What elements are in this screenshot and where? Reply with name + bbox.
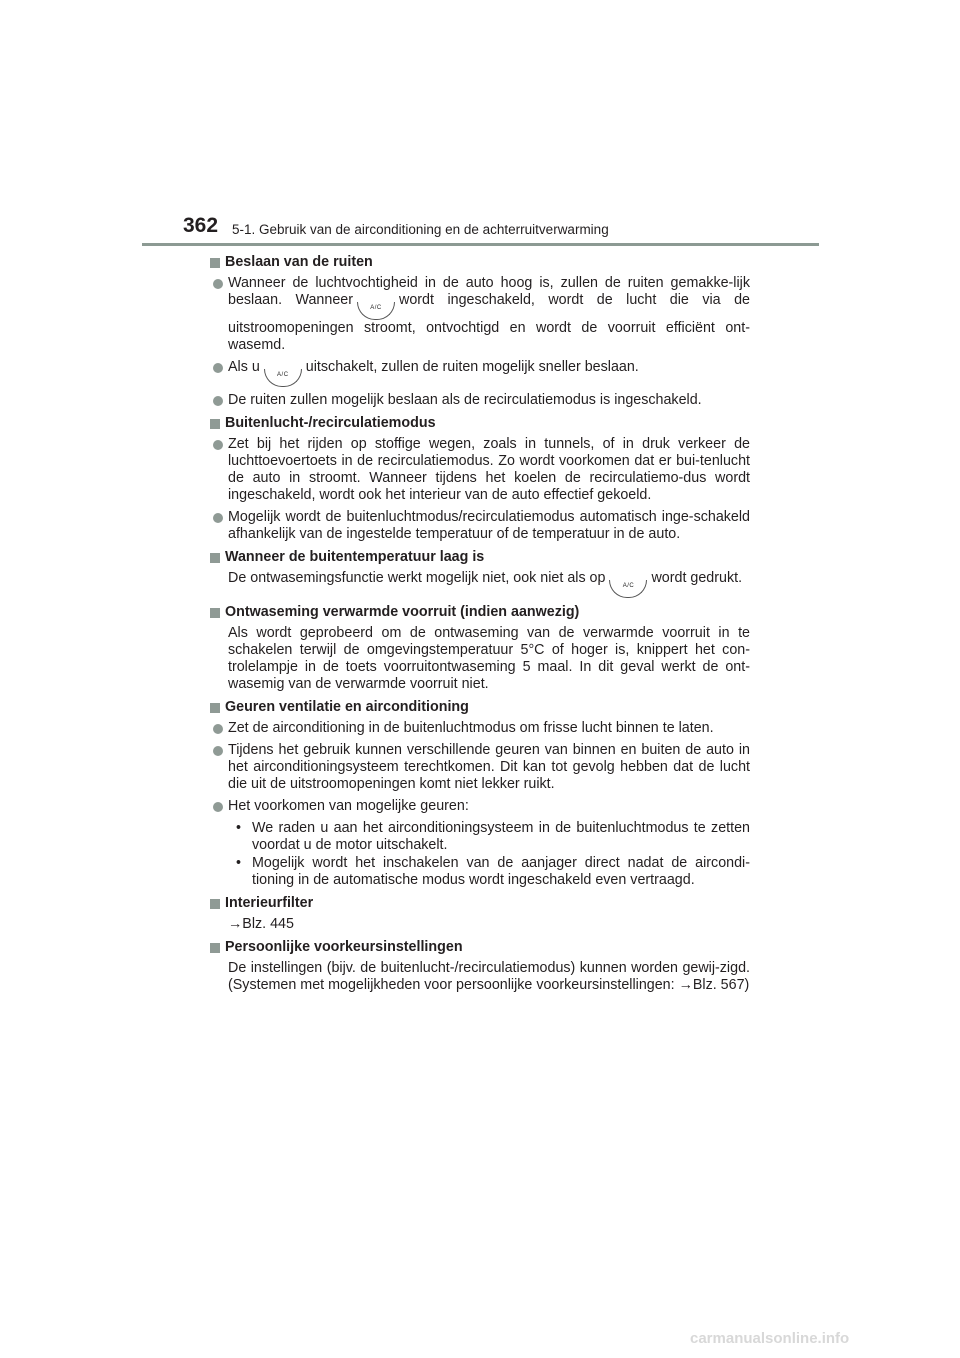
square-bullet-icon [210,703,220,713]
ac-button-icon: A/C [609,580,647,598]
section-geuren [210,699,750,889]
paragraph: Als wordt geprobeerd om de ontwaseming van de verwarmde voorruit in te schakelen terwijl de omgevingstemperatuur 5°C of hoger is, knippert het con-trolelampje in de toets voorruitontwaseming 5 maal. In dit geval werkt de ont-wasemig van de verwarmde voorruit niet. [228,625,750,692]
section-heading: Geuren ventilatie en airconditioning [210,699,750,716]
bullet-item: Als u A/C uitschakelt, zullen de ruiten mogelijk sneller beslaan. [210,359,750,387]
page-content [210,254,750,1000]
paragraph: De instellingen (bijv. de buitenlucht-/recirculatiemodus) kunnen worden gewij-zigd. (Systemen met mogelijkheden voor persoonlijke voorkeursinstellingen: →Blz. 567) [228,960,750,993]
watermark: carmanualsonline.info [690,1330,850,1347]
section-voorkeursinstellingen [210,939,750,994]
section-heading: Buitenlucht-/recirculatiemodus [210,415,750,432]
square-bullet-icon [210,899,220,909]
square-bullet-icon [210,943,220,953]
square-bullet-icon [210,419,220,429]
section-heading: Ontwaseming verwarmde voorruit (indien aanwezig) [210,604,750,621]
bullet-item: Mogelijk wordt de buitenluchtmodus/recirculatiemodus automatisch inge-schakeld afhankelijk van de ingestelde temperatuur of de temperatuur in de auto. [210,509,750,543]
section-heading: Interieurfilter [210,895,750,912]
ac-button-icon: A/C [357,302,395,320]
section-heading: Persoonlijke voorkeursinstellingen [210,939,750,956]
ac-button-icon: A/C [264,369,302,387]
sub-item: • We raden u aan het airconditioningsysteem in de buitenluchtmodus te zetten voordat u de motor uitschakelt. [236,820,750,853]
section-heading: Beslaan van de ruiten [210,254,750,271]
page-header [0,0,960,250]
sub-item: • Mogelijk wordt het inschakelen van de aanjager direct nadat de aircondi-tioning in de automatische modus wordt ingeschakeld even vertraagd. [236,855,750,888]
paragraph: De ontwasemingsfunctie werkt mogelijk niet, ook niet als op A/C wordt gedrukt. [210,570,750,598]
bullet-item: Het voorkomen van mogelijke geuren: [210,798,750,815]
square-bullet-icon [210,608,220,618]
bullet-item: Zet bij het rijden op stoffige wegen, zoals in tunnels, of in druk verkeer de luchttoevoertoets in de recirculatiemodus. Zo wordt voorkomen dat er bui-tenlucht de auto in stroomt. Wanneer tijdens het koelen de recirculatiemo-dus wordt ingeschakeld, wordt ook het interieur van de auto effectief gekoeld. [210,436,750,504]
bullet-item: Wanneer de luchtvochtigheid in de auto hoog is, zullen de ruiten gemakke-lijk beslaan. Wanneer A/C wordt ingeschakeld, wordt de lucht die via de uitstroomopeningen stroomt, ontvochtigd en wordt de voorruit efficiënt ont-wasemd. [210,275,750,354]
section-buitentemperatuur [210,549,750,598]
square-bullet-icon [210,553,220,563]
bullet-item: Zet de airconditioning in de buitenluchtmodus om frisse lucht binnen te laten. [210,720,750,737]
square-bullet-icon [210,258,220,268]
section-beslaan [210,254,750,409]
bullet-item: Tijdens het gebruik kunnen verschillende geuren van binnen en buiten de auto in het airconditioningsysteem terechtkomen. Dit kan tot gevolg hebben dat de lucht die uit de uitstroomopeningen komt niet lekker ruikt. [210,742,750,793]
header-divider [142,243,819,246]
section-interieurfilter [210,895,750,933]
section-heading: Wanneer de buitentemperatuur laag is [210,549,750,566]
page-number: 362 [183,214,219,237]
section-buitenlucht [210,415,750,543]
bullet-item: De ruiten zullen mogelijk beslaan als de recirculatiemodus is ingeschakeld. [210,392,750,409]
page-reference: →Blz. 445 [228,916,294,932]
section-ontwaseming [210,604,750,693]
chapter-title: 5-1. Gebruik van de airconditioning en de achterruitverwarming [232,222,609,237]
